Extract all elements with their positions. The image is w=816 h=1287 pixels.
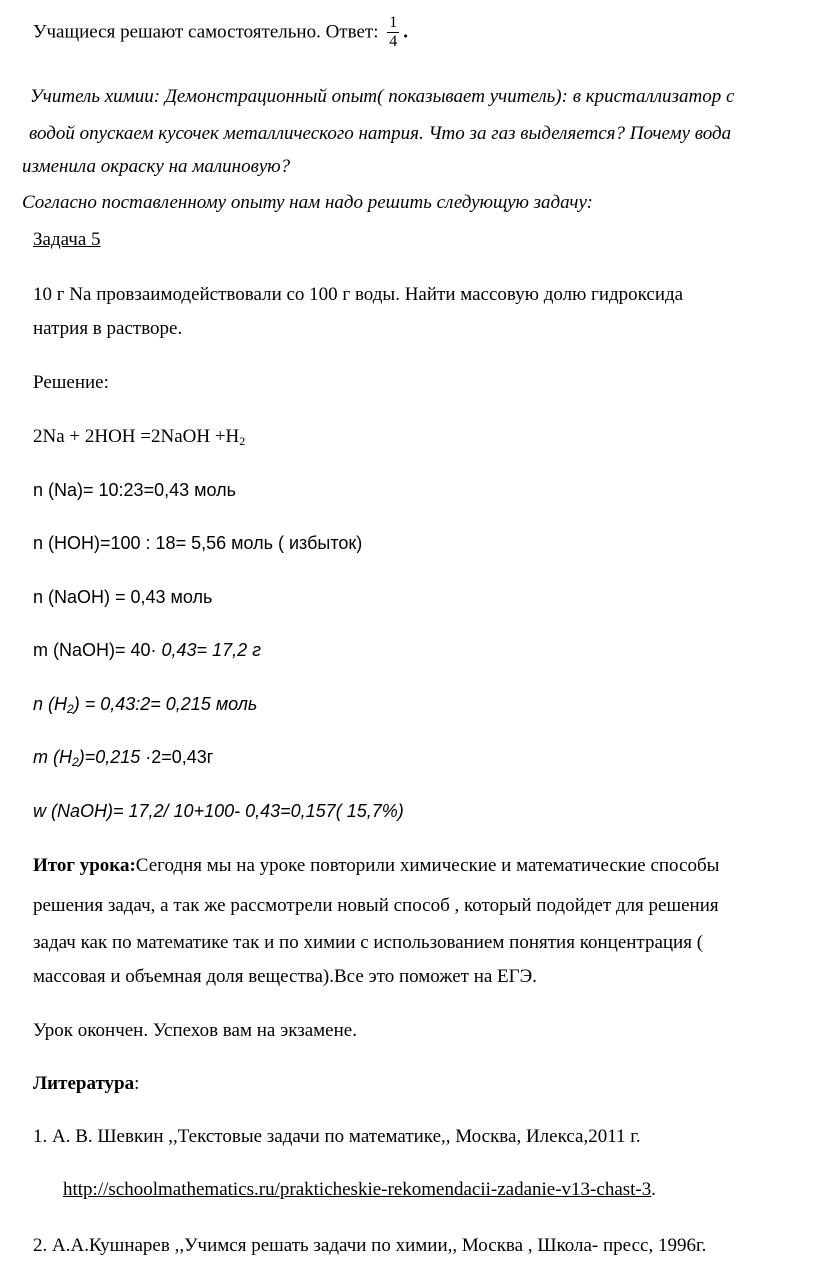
summary-line-3: задач как по математике так и по химии с использованием понятия концентрация ( — [33, 932, 704, 953]
intro-text: Учащиеся решают самостоятельно. Ответ: — [33, 21, 379, 43]
task-title: Задача 5 — [33, 229, 101, 250]
fraction-denominator: 4 — [389, 33, 398, 51]
calc-n-h2-sub: 2 — [67, 702, 74, 716]
summary-label: Итог урока: — [33, 855, 136, 876]
intro-end: . — [403, 21, 408, 43]
calc-m-h2-c: 2=0,43г — [151, 747, 214, 767]
calc-n-h2-a: n (H — [33, 694, 68, 714]
task-line-1: 10 г Na провзаимодействовали со 100 г воды. Найти массовую долю гидроксида — [33, 284, 684, 305]
calc-m-naoh — [33, 641, 261, 659]
teacher-line-3: изменила окраску на малиновую? — [22, 156, 291, 177]
literature-label: Литература — [33, 1073, 135, 1094]
reference-2: 2. А.А.Кушнарев ,,Учимся решать задачи по химии,, Москва , Школа- пресс, 1996г. — [33, 1235, 707, 1256]
calc-m-naoh-a: m (NaOH)= 40 — [33, 640, 151, 660]
calc-m-h2-b: )=0,215 · — [78, 747, 152, 767]
task-line-2: натрия в растворе. — [33, 318, 183, 339]
fraction-numerator: 1 — [387, 14, 399, 33]
closing-line: Урок окончен. Успехов вам на экзамене. — [33, 1020, 357, 1041]
equation-subscript: 2 — [239, 434, 246, 448]
calc-m-h2-sub: 2 — [72, 755, 79, 769]
calc-n-h2 — [33, 694, 258, 716]
calc-m-h2-a: m (H — [33, 747, 72, 767]
reaction-equation — [33, 427, 245, 446]
intro-line — [33, 14, 408, 52]
literature-colon: : — [134, 1073, 140, 1094]
calc-m-h2 — [33, 747, 214, 769]
summary-text-1: Сегодня мы на уроке повторили химические и математические способы — [135, 855, 720, 876]
calc-w-naoh: w (NaOH)= 17,2/ 10+100- 0,43=0,157( 15,7%) — [33, 801, 404, 821]
summary-line-1 — [33, 856, 719, 875]
reference-1: 1. А. В. Шевкин ,,Текстовые задачи по математике,, Москва, Илекса,2011 г. — [33, 1126, 641, 1147]
literature-heading — [33, 1074, 139, 1093]
equation-text: 2Na + 2HOH =2NaOH +H — [33, 426, 240, 447]
solution-label: Решение: — [33, 372, 109, 393]
calc-n-na: n (Na)= 10:23=0,43 моль — [33, 480, 236, 500]
calc-m-naoh-b: · 0,43= 17,2 г — [150, 640, 261, 660]
reference-link[interactable]: http://schoolmathematics.ru/prakticheskie-rekomendacii-zadanie-v13-chast-3 — [63, 1179, 652, 1200]
answer-fraction — [387, 14, 399, 52]
reference-link-end: . — [651, 1179, 656, 1200]
teacher-line-1: Учитель химии: Демонстрационный опыт( показывает учитель): в кристаллизатор с — [30, 86, 735, 107]
reference-link-line — [63, 1180, 656, 1199]
calc-n-h2-b: ) = 0,43:2= 0,215 моль — [73, 694, 258, 714]
teacher-line-2: водой опускаем кусочек металлического натрия. Что за газ выделяется? Почему вода — [29, 123, 732, 144]
calc-n-hoh: n (HOH)=100 : 18= 5,56 моль ( избыток) — [33, 533, 363, 553]
teacher-line-4: Согласно поставленному опыту нам надо решить следующую задачу: — [22, 192, 593, 213]
summary-line-2: решения задач, а так же рассмотрели новый способ , который подойдет для решения — [33, 895, 719, 916]
summary-line-4: массовая и объемная доля вещества).Все это поможет на ЕГЭ. — [33, 966, 537, 987]
calc-n-naoh: n (NaOH) = 0,43 моль — [33, 587, 213, 607]
